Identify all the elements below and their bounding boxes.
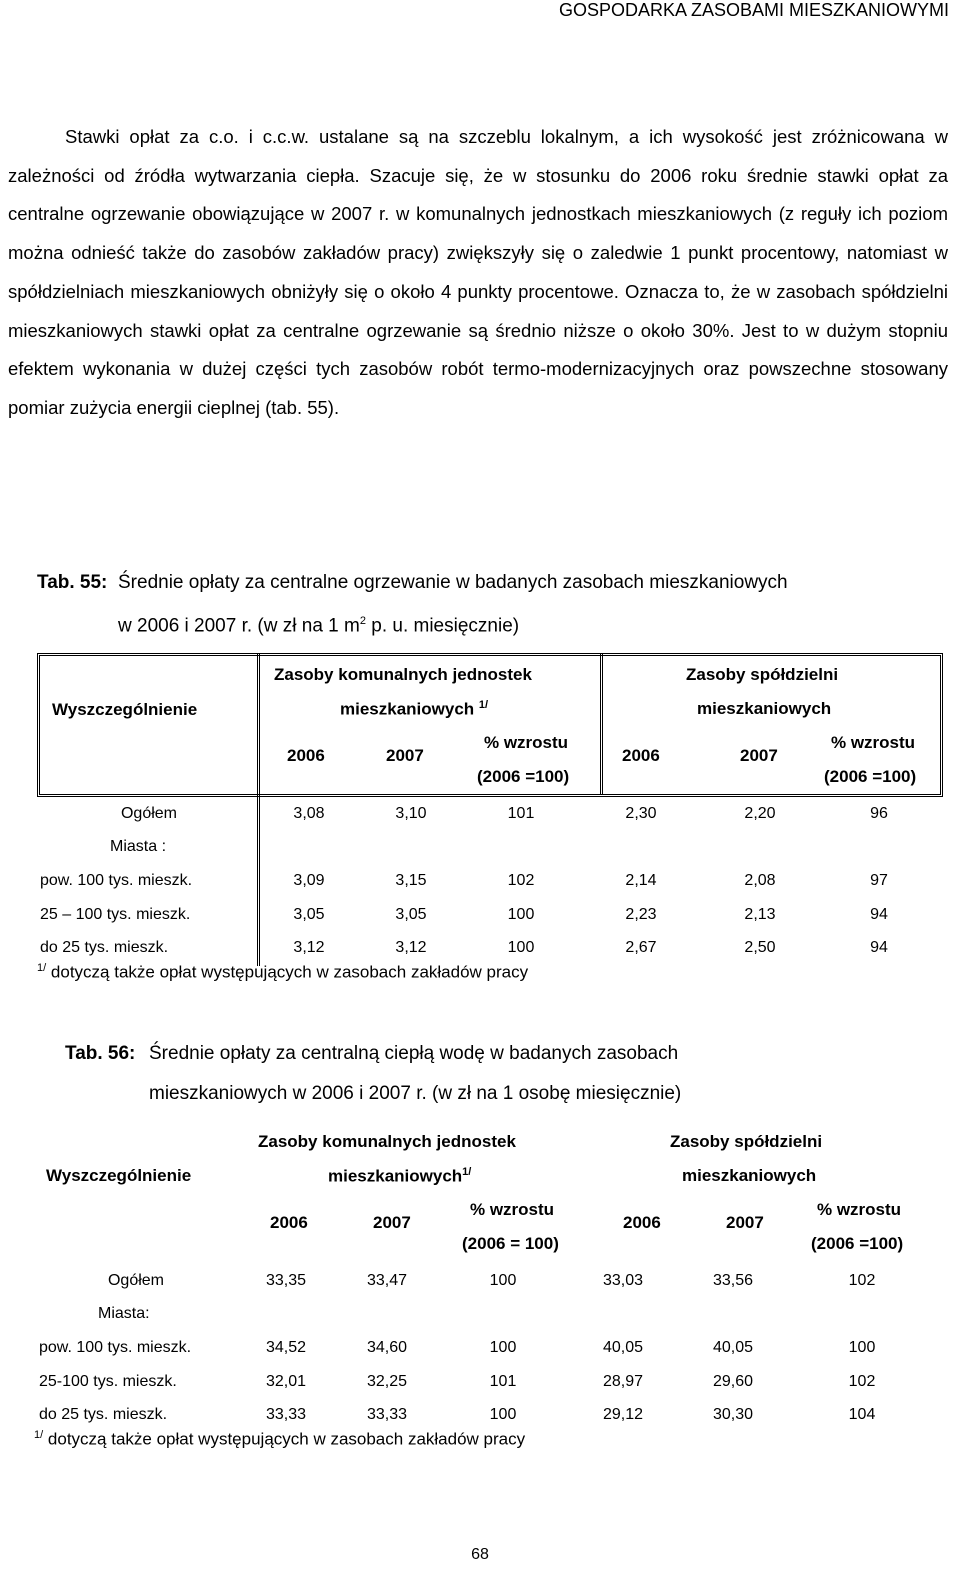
row-label: Ogółem — [120, 805, 178, 822]
cell: 96 — [870, 805, 888, 822]
table56-h-2007a: 2007 — [373, 1213, 411, 1232]
table55-h-2007a: 2007 — [386, 746, 424, 765]
table55-title-line2: w 2006 i 2007 r. (w zł na 1 $m^2$ p. u. miesięcznie) — [118, 615, 520, 637]
cell: 100 — [489, 1339, 517, 1356]
cell: 101 — [489, 1373, 517, 1390]
cell: 94 — [870, 939, 888, 956]
table55-h-2006b: 2006 — [622, 746, 660, 765]
table-row — [40, 932, 940, 964]
table56-h-pct1-line2: (2006 = 100) — [462, 1234, 559, 1253]
table55-footnote: $^{1/}$ dotyczą także opłat występujących w zasobach zakładów pracy — [37, 962, 529, 982]
cell: 2,08 — [744, 872, 776, 889]
cell: 32,01 — [265, 1373, 307, 1390]
cell: 33,03 — [602, 1272, 644, 1289]
table56-group1-line1: Zasoby komunalnych jednostek — [258, 1132, 516, 1151]
table56-caption — [65, 1043, 135, 1065]
cell: 3,05 — [395, 906, 427, 923]
row-label: 25-100 tys. mieszk. — [39, 1373, 177, 1390]
table56-h-2006a: 2006 — [270, 1213, 308, 1232]
table55-group1-line1: Zasoby komunalnych jednostek — [274, 665, 532, 684]
table55-title-line1: Średnie opłaty za centralne ogrzewanie w badanych zasobach mieszkaniowych — [118, 572, 788, 593]
table56-group2-line1: Zasoby spółdzielni — [670, 1132, 823, 1151]
table55-col-spec: Wyszczególnienie — [52, 700, 198, 719]
cell: 30,30 — [712, 1406, 754, 1423]
table56-group1-line2: mieszkaniowych$^{1/}$ — [328, 1166, 472, 1186]
cell: 28,97 — [602, 1373, 644, 1390]
table56-h-2006b: 2006 — [623, 1213, 661, 1232]
cell: 100 — [848, 1339, 876, 1356]
table-row — [36, 1265, 936, 1297]
cell: 102 — [507, 872, 535, 889]
table56-footnote: $^{1/}$ dotyczą także opłat występujących w zasobach zakładów pracy — [34, 1429, 526, 1449]
cell: 33,47 — [366, 1272, 408, 1289]
cell: 100 — [489, 1272, 517, 1289]
table55-h-2007b: 2007 — [740, 746, 778, 765]
cell: 2,14 — [625, 872, 657, 889]
table56-label: Tab. 56: — [65, 1043, 136, 1064]
cell: 100 — [507, 906, 535, 923]
cell: 3,05 — [293, 906, 325, 923]
table56-h-pct1-line1: % wzrostu — [470, 1200, 555, 1219]
cell: 97 — [870, 872, 888, 889]
table-row — [36, 1331, 936, 1365]
cell: 102 — [848, 1272, 876, 1289]
row-label: Miasta : — [110, 838, 167, 855]
row-label: do 25 tys. mieszk. — [40, 939, 169, 956]
table-row — [40, 898, 940, 932]
cell: 3,12 — [395, 939, 427, 956]
row-label: do 25 tys. mieszk. — [39, 1406, 168, 1423]
cell: 34,52 — [265, 1339, 307, 1356]
table-row — [40, 798, 940, 830]
table55-h-pct2-line1: % wzrostu — [831, 733, 916, 752]
table55-h-pct1-line1: % wzrostu — [484, 733, 569, 752]
table55-group2-line1: Zasoby spółdzielni — [686, 665, 839, 684]
body-paragraph — [8, 118, 948, 428]
cell: 33,56 — [712, 1272, 754, 1289]
row-label: pow. 100 tys. mieszk. — [39, 1339, 192, 1356]
row-label: Ogółem — [107, 1272, 165, 1289]
cell: 40,05 — [712, 1339, 754, 1356]
cell: 3,12 — [293, 939, 325, 956]
cell: 40,05 — [602, 1339, 644, 1356]
cell: 29,12 — [602, 1406, 644, 1423]
paragraph-text: Stawki opłat za c.o. i c.c.w. ustalane są na szczeblu lokalnym, a ich wysokość jest zróżnicowana w zależności od źródła wytwarzania ciepła. Szacuje się, że w stosunku do 2006 roku średnie stawki opłat za centralne ogrzewanie obowiązujące w 2007 r. w komunalnych jednostkach mieszkaniowych (z reguły ich poziom można odnieść także do zasobów zakładów pracy) zwiększyły się o zaledwie 1 punkt procentowy, natomiast w spółdzielniach mieszkaniowych obniżyły się o około 4 punkty procentowe. Oznacza to, że w zasobach spółdzielni mieszkaniowych stawki opłat za centralne ogrzewanie są średnio niższe o około 30%. Jest to w dużym stopniu efektem wykonania w dużej części tych zasobów robót termo-modernizacyjnych oraz powszechne stosowany pomiar zużycia energii cieplnej (tab. 55). — [8, 126, 948, 418]
cell: 102 — [848, 1373, 876, 1390]
row-label: pow. 100 tys. mieszk. — [40, 872, 193, 889]
cell: 33,33 — [366, 1406, 408, 1423]
cell: 104 — [848, 1406, 876, 1423]
table56-body — [36, 1265, 936, 1431]
cell: 94 — [870, 906, 888, 923]
table55-h-pct2-line2: (2006 =100) — [824, 767, 917, 786]
cell: 2,23 — [625, 906, 657, 923]
table-row — [36, 1365, 936, 1399]
cell: 2,20 — [744, 805, 776, 822]
row-label: 25 – 100 tys. mieszk. — [40, 906, 191, 923]
cell: 3,09 — [293, 872, 325, 889]
cell: 33,33 — [265, 1406, 307, 1423]
cell: 29,60 — [712, 1373, 754, 1390]
cell: 33,35 — [265, 1272, 307, 1289]
table55-divider-mid — [600, 653, 603, 794]
cell: 2,67 — [625, 939, 657, 956]
table56-h-2007b: 2007 — [726, 1213, 764, 1232]
cell: 3,15 — [395, 872, 427, 889]
cell: 100 — [507, 939, 535, 956]
table-row — [36, 1297, 936, 1331]
table-row — [36, 1399, 936, 1431]
page-number: 68 — [471, 1546, 489, 1563]
table56-col-spec: Wyszczególnienie — [46, 1166, 192, 1185]
table-row — [40, 830, 940, 864]
cell: 101 — [507, 805, 535, 822]
cell: 100 — [489, 1406, 517, 1423]
cell: 2,13 — [744, 906, 776, 923]
cell: 2,50 — [744, 939, 776, 956]
row-label: Miasta: — [98, 1305, 150, 1322]
table55-divider-left — [257, 653, 260, 794]
table55-h-2006a: 2006 — [287, 746, 325, 765]
cell: 3,08 — [293, 805, 325, 822]
table55-group1-line2: mieszkaniowych $^{1/}$ — [340, 699, 489, 719]
table56-h-pct2-line2: (2006 =100) — [811, 1234, 904, 1253]
cell: 3,10 — [395, 805, 427, 822]
table56-group2-line2: mieszkaniowych — [682, 1166, 817, 1185]
table55-label: Tab. 55: — [37, 572, 108, 593]
running-header: GOSPODARKA ZASOBAMI MIESZKANIOWYMI — [558, 0, 949, 20]
table55-body — [40, 798, 940, 964]
table56-h-pct2-line1: % wzrostu — [817, 1200, 902, 1219]
table55-caption — [37, 572, 107, 594]
cell: 32,25 — [366, 1373, 408, 1390]
table55-h-pct1-line2: (2006 =100) — [477, 767, 570, 786]
table56-title-line2: mieszkaniowych w 2006 i 2007 r. (w zł na 1 osobę miesięcznie) — [149, 1083, 682, 1104]
cell: 34,60 — [366, 1339, 408, 1356]
table55-group2-line2: mieszkaniowych — [697, 699, 832, 718]
table56-title-line1: Średnie opłaty za centralną ciepłą wodę w badanych zasobach — [149, 1043, 679, 1064]
table-row — [40, 864, 940, 898]
cell: 2,30 — [625, 805, 657, 822]
